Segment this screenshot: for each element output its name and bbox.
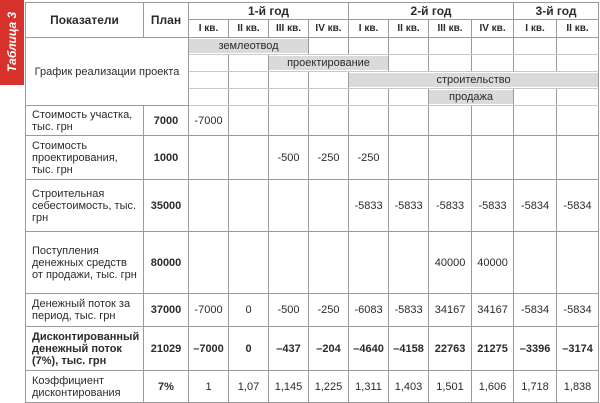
value-cell: -5833 [349,180,389,232]
value-cell: 1,07 [229,371,269,403]
value-cell: -250 [309,136,349,180]
value-cell: -5833 [389,180,429,232]
value-cell: 0 [229,294,269,327]
value-cell [309,180,349,232]
value-cell: 1,718 [514,371,557,403]
value-cell [514,136,557,180]
table-row [26,294,599,327]
value-cell [269,180,309,232]
value-cell [349,106,389,136]
quarter-header: II кв. [389,20,429,38]
value-cell: –437 [269,327,309,371]
table-row [26,106,599,136]
value-cell: –7000 [189,327,229,371]
quarter-header: III кв. [269,20,309,38]
row-name: Строительная себестоимость, тыс. грн [26,180,144,232]
value-cell [557,136,599,180]
table-number-label: Таблица 3 [5,11,19,73]
value-cell [229,106,269,136]
value-cell [514,232,557,294]
value-cell: -5834 [557,294,599,327]
value-cell: -5834 [514,180,557,232]
value-cell: 1,838 [557,371,599,403]
plan-header: План [144,3,189,38]
value-cell: 1,606 [472,371,514,403]
header-row-years [26,3,599,20]
value-cell [189,136,229,180]
value-cell: –4640 [349,327,389,371]
value-cell: 34167 [429,294,472,327]
phase-bar: строительство [349,73,598,87]
phase-construction [349,72,599,89]
value-cell: -5833 [429,180,472,232]
value-cell: 1,501 [429,371,472,403]
value-cell [229,180,269,232]
value-cell: 1,145 [269,371,309,403]
value-cell: 22763 [429,327,472,371]
year-1-header: 1-й год [189,3,349,20]
value-cell: –3174 [557,327,599,371]
table-number-tab [0,0,24,85]
value-cell [514,106,557,136]
row-plan: 7% [144,371,189,403]
quarter-header: IV кв. [472,20,514,38]
value-cell: 1,403 [389,371,429,403]
value-cell [189,180,229,232]
value-cell [389,232,429,294]
phase-bar: проектирование [269,56,388,70]
value-cell: 0 [229,327,269,371]
value-cell [269,232,309,294]
quarter-header: II кв. [557,20,599,38]
table-row [26,136,599,180]
value-cell: -250 [309,294,349,327]
phase-bar: землеотвод [189,39,308,53]
value-cell [557,232,599,294]
value-cell: -5834 [557,180,599,232]
quarter-header: IV кв. [309,20,349,38]
table-row [26,180,599,232]
row-name: Денежный поток за период, тыс. грн [26,294,144,327]
value-cell: -7000 [189,294,229,327]
value-cell: 1,225 [309,371,349,403]
value-cell: –4158 [389,327,429,371]
value-cell [389,106,429,136]
value-cell: 1,311 [349,371,389,403]
row-plan: 1000 [144,136,189,180]
row-plan: 35000 [144,180,189,232]
value-cell: 34167 [472,294,514,327]
indicators-header: Показатели [26,3,144,38]
value-cell [429,136,472,180]
value-cell: 1 [189,371,229,403]
value-cell: -5833 [472,180,514,232]
value-cell [472,136,514,180]
row-name: Дисконтированный денежный поток (7%), тыс. грн [26,327,144,371]
year-3-header: 3-й год [514,3,599,20]
year-2-header: 2-й год [349,3,514,20]
value-cell [472,106,514,136]
value-cell: -5834 [514,294,557,327]
row-name: Коэффициент дисконтирования [26,371,144,403]
value-cell [557,106,599,136]
quarter-header: I кв. [514,20,557,38]
value-cell [229,136,269,180]
quarter-header: I кв. [349,20,389,38]
value-cell: –3396 [514,327,557,371]
value-cell [309,232,349,294]
phase-land-allocation [189,38,309,55]
value-cell: -250 [349,136,389,180]
value-cell: -6083 [349,294,389,327]
table-row [26,327,599,371]
phase-design [269,55,389,72]
row-name: Стоимость проектирования, тыс. грн [26,136,144,180]
schedule-row-land [26,38,599,55]
cash-flow-table [25,2,599,403]
value-cell: -500 [269,294,309,327]
value-cell: -5833 [389,294,429,327]
value-cell [389,136,429,180]
value-cell: 40000 [472,232,514,294]
value-cell: 21275 [472,327,514,371]
value-cell [429,106,472,136]
row-name: Стоимость участка, тыс. грн [26,106,144,136]
phase-sales [429,89,514,106]
value-cell [309,106,349,136]
quarter-header: I кв. [189,20,229,38]
row-plan: 80000 [144,232,189,294]
phase-bar: продажа [429,90,513,104]
quarter-header: III кв. [429,20,472,38]
row-plan: 21029 [144,327,189,371]
row-plan: 7000 [144,106,189,136]
schedule-label: График реализации проекта [26,38,189,106]
value-cell [189,232,229,294]
value-cell: 40000 [429,232,472,294]
value-cell [269,106,309,136]
value-cell [349,232,389,294]
quarter-header: II кв. [229,20,269,38]
value-cell [229,232,269,294]
row-plan: 37000 [144,294,189,327]
value-cell: -500 [269,136,309,180]
table-row [26,232,599,294]
value-cell: -7000 [189,106,229,136]
row-name: Поступления денежных средств от продажи, тыс. грн [26,232,144,294]
table-row [26,371,599,403]
value-cell: –204 [309,327,349,371]
